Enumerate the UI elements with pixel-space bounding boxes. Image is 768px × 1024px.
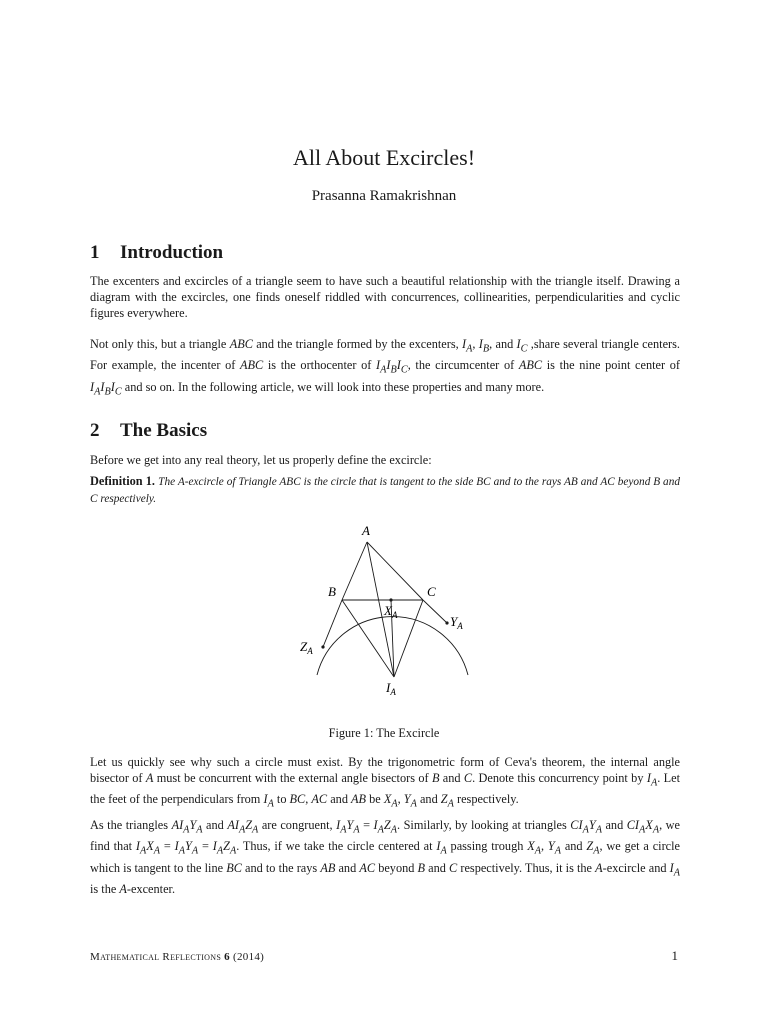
definition-label: Definition 1. [90,474,155,488]
excircle-figure [290,520,490,700]
section-heading-introduction [90,242,223,264]
journal-name: Mathematical Reflections [90,951,222,963]
section-number: 1 [90,242,100,263]
label-c: C [427,584,436,599]
journal-volume: 6 [224,951,230,963]
ray-ac-extension [423,600,447,623]
label-xa: $X_A$ [384,603,398,620]
label-b: B [328,584,336,599]
side-ab [342,542,367,600]
definition-block [90,473,680,507]
point-ya [445,621,448,624]
page-number: 1 [671,948,678,963]
section-title: Introduction [120,242,224,263]
paper-author: Prasanna Ramakrishnan [311,188,457,204]
journal-footer [90,951,264,963]
basics-paragraph-1: Before we get into any real theory, let us properly define the excircle: [90,453,432,467]
section-number: 2 [90,420,100,441]
section-title: The Basics [120,420,208,441]
bisector-c [394,600,423,677]
label-a: A [362,523,370,538]
section-heading-basics [90,420,207,442]
label-ia: $I_A$ [386,680,396,697]
label-za: $Z_A$ [300,639,313,656]
journal-year: (2014) [233,951,265,963]
basics-paragraph-2: Let us quickly see why such a circle must exist. By the trigonometric form of Ceva's theorem, the internal angle bisector of A must be concurrent with the external angle bisectors of B and C. Denote this concurrency point by $I_A$. Let the feet of the perpendiculars from $I_A$ to BC, AC and AB be $X_A$, $Y_A$ and $Z_A$ respectively. [90,755,681,810]
intro-paragraph-1: The excenters and excircles of a triangle seem to have such a beautiful relationship with the triangle itself. Drawing a diagram with the excircles, one finds oneself riddled with concurrences, collinearities, perpendicularities and cyclic figures everywhere. [90,274,680,320]
definition-text: The A-excircle of Triangle ABC is the circle that is tangent to the side BC and to the rays AB and AC beyond B and C respectively. [90,476,681,505]
intro-paragraph-2: Not only this, but a triangle ABC and the triangle formed by the excenters, $I_A$, $I_B$, and $I_C$ ,share several triangle centers. For example, the incenter of ABC is the orthocenter of $I_AI_BI_C$, the circumcenter of ABC is the nine point center of $I_AI_BI_C$ and so on. In the following article, we will look into these properties and many more. [90,337,680,398]
basics-paragraph-3: As the triangles $AI_AY_A$ and $AI_AZ_A$ are congruent, $I_AY_A = I_AZ_A$. Similarly, by looking at triangles $CI_AY_A$ and $CI_AX_A$, we find that $I_AX_A = I_AY_A = I_AZ_A$. Thus, if we take the circle centered at $I_A$ passing trough $X_A$, $Y_A$ and $Z_A$, we get a circle which is tangent to the line BC and to the rays AB and AC beyond B and C respectively. Thus, it is the A-excircle and $I_A$ is the A-excenter. [90,818,681,897]
point-xa [389,598,392,601]
label-ya: $Y_A$ [450,614,463,631]
paper-title: All About Excircles! [292,145,476,170]
figure-caption: Figure 1: The Excircle [328,726,440,740]
ray-ab-extension [323,600,342,647]
side-ac [367,542,423,600]
point-za [321,645,324,648]
